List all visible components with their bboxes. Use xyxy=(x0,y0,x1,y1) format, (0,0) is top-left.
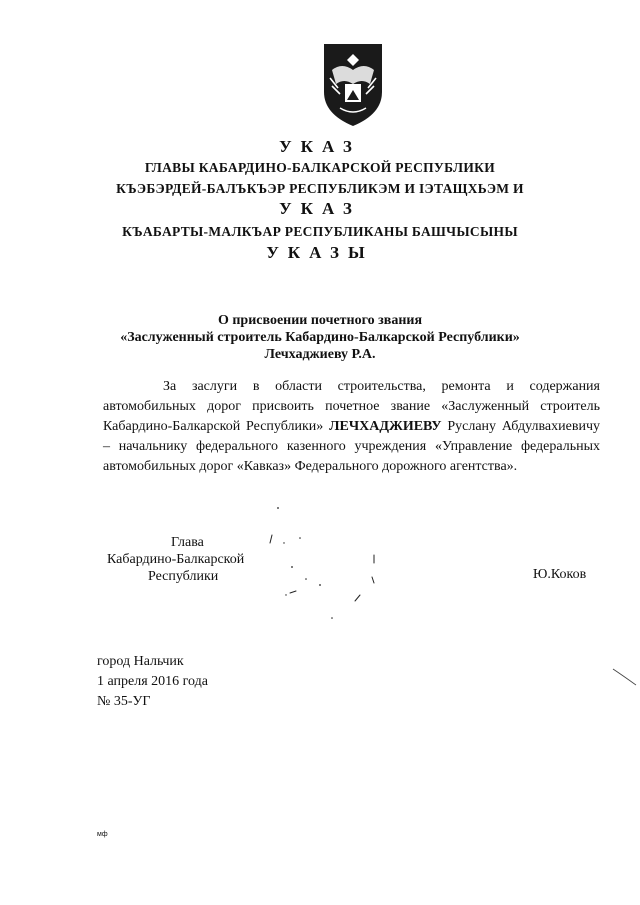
subject-line-1: О присвоении почетного звания xyxy=(217,313,423,328)
body-part-1: За заслуги в области строительства, ремонта и содержания автомобильных дорог присвоить почетное звание «Заслуженный строитель Кабардино-Балкарской Республики» xyxy=(103,379,600,434)
issue-details xyxy=(97,652,208,712)
subject-line-3: Лечхаджиеву Р.А. xyxy=(264,347,376,362)
signer-position-line-3: Республики xyxy=(148,569,219,584)
decree-number: № 35-УГ xyxy=(97,694,151,709)
subject-line-2: «Заслуженный строитель Кабардино-Балкарской Республики» xyxy=(120,330,520,345)
decree-title-balkar: УКАЗЫ xyxy=(266,243,374,262)
issue-city: город Нальчик xyxy=(97,654,184,669)
stray-pen-mark xyxy=(612,667,638,687)
signer-position-line-1: Глава xyxy=(171,535,204,550)
decree-title: УКАЗ xyxy=(279,137,361,156)
issuer-balkar: КЪАБАРТЫ-МАЛКЪАР РЕСПУБЛИКАНЫ БАШЧЫСЫНЫ xyxy=(122,224,518,239)
body-part-2: Руслану Абдулвахиевичу – начальнику федерального казенного учреждения «Управление федеральных автомобильных дорог «Кавказ» Федерального дорожного агентства». xyxy=(103,419,600,474)
issue-date: 1 апреля 2016 года xyxy=(97,674,208,689)
decree-paragraph xyxy=(103,377,600,477)
signer-name: Ю.Коков xyxy=(533,567,587,582)
issuer-kabardian: КЪЭБЭРДЕЙ-БАЛЪКЪЭР РЕСПУБЛИКЭМ И ІЭТАЩХЬЭМ И xyxy=(116,181,524,196)
coat-of-arms-emblem xyxy=(318,40,388,128)
issuer-russian: ГЛАВЫ КАБАРДИНО-БАЛКАРСКОЙ РЕСПУБЛИКИ xyxy=(144,160,496,175)
decree-title-kabardian: УКАЗ xyxy=(279,199,361,218)
decree-body xyxy=(103,377,600,477)
executor-initials: мф xyxy=(97,831,108,838)
awardee-surname: ЛЕЧХАДЖИЕВУ xyxy=(329,419,442,434)
signer-position-line-2: Кабардино-Балкарской xyxy=(107,552,245,567)
handwritten-signature xyxy=(262,505,392,635)
